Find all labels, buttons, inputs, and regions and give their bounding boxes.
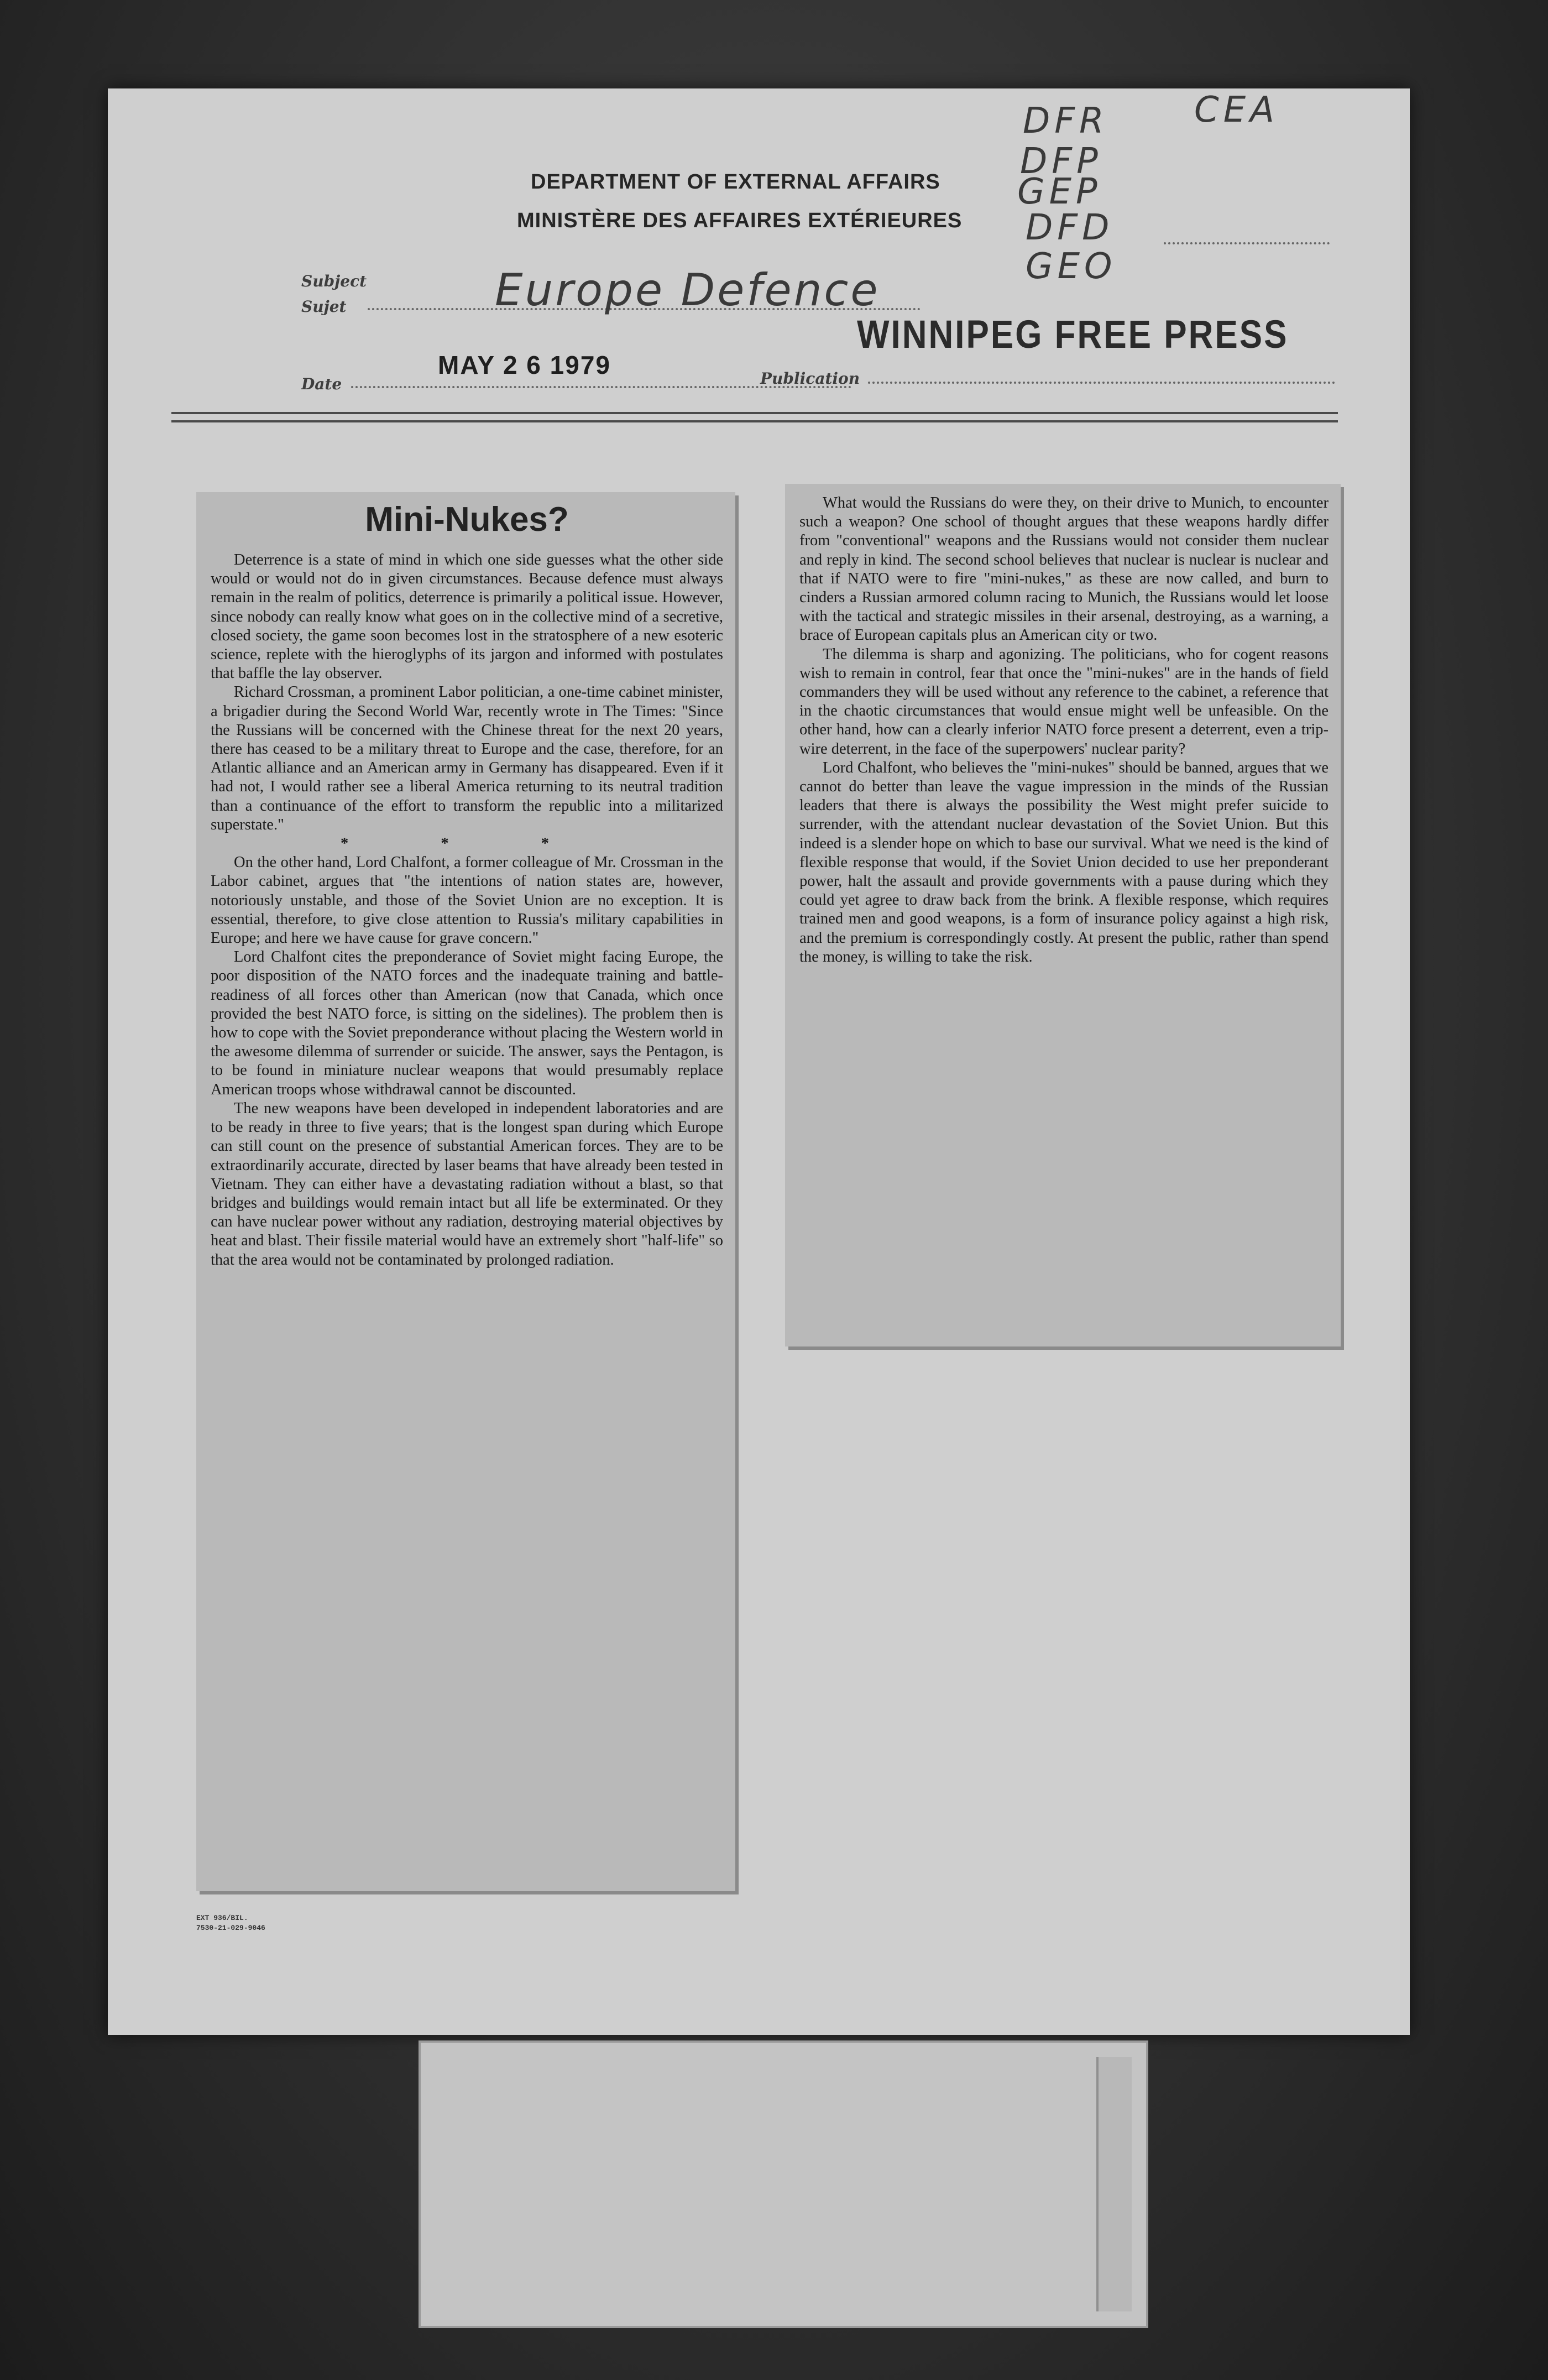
article-column-2 [785, 484, 1341, 1346]
form-number: EXT 936/BIL. 7530-21-029-9046 [196, 1914, 265, 1932]
article-column-1 [196, 492, 735, 1891]
subject-handwriting: Europe Defence [495, 264, 880, 316]
article-paragraph: The new weapons have been developed in independent laboratories and are to be ready in three to five years; that is the longest span during which Europe can still count on the presence of substantial American forces. They are to be extraordinarily accurate, directed by laser beams that have already been tested in Vietnam. They can either have a devastating radiation without a blast, so that bridges and buildings would remain intact but all life be exterminated. Or they can have nuclear power without any radiation, destroying material objectives by heat and blast. Their fissile material would have an extremely short "half-life" so that the area would not be contaminated by prolonged radiation. [211, 1099, 723, 1269]
section-separator: * * * [341, 835, 593, 853]
envelope [419, 2040, 1148, 2328]
article-paragraph: What would the Russians do were they, on their drive to Munich, to encounter such a weapon? One school of thought argues that these weapons hardly differ from "conventional" weapons and the Russians would not consider them nuclear and reply in kind. The second school believes that nuclear is nuclear is nuclear and that if NATO were to fire "mini-nukes," as these are now called, and burn to cinders a Russian armored column racing to Munich, the Russians would let loose with the tactical and strategic missiles in their arsenal, destroying, as a warning, a brace of European capitals plus an American city or two. [799, 494, 1329, 644]
handwritten-code: DFP [1020, 141, 1102, 182]
publication-label: Publication [760, 369, 860, 388]
handwritten-code: GEO [1026, 246, 1117, 287]
article-paragraph: Deterrence is a state of mind in which one side guesses what the other side would or would not do in given circumstances. Because defence must always remain in the realm of politics, deterrence is primarily a political issue. However, since nobody can really know what goes on in the collective mind of a secretive, closed society, the game soon becomes lost in the stratosphere of a new esoteric science, replete with the hieroglyphs of its jargon and informed with postulates that baffle the lay observer. [211, 551, 723, 682]
subject-label: Subject [301, 272, 367, 290]
publication-stamp: WINNIPEG FREE PRESS [857, 312, 1289, 357]
department-name-en: DEPARTMENT OF EXTERNAL AFFAIRS [531, 170, 940, 194]
article-title: Mini-Nukes? [365, 500, 569, 539]
dotted-line [1164, 242, 1330, 244]
header-rule [171, 412, 1338, 414]
article-paragraph: Lord Chalfont cites the preponderance of Soviet might facing Europe, the poor disposition of the NATO forces and the inadequate training and battle-readiness of all forces other than American (now that Canada, which once provided the best NATO force, is sitting on the sidelines). The problem then is how to cope with the Soviet preponderance without placing the Western world in the awesome dilemma of surrender or suicide. The answer, says the Pentagon, is to be found in miniature nuclear weapons that would presumably replace American troops whose withdrawal cannot be discounted. [211, 948, 723, 1098]
handwritten-code: CEA [1194, 90, 1279, 131]
date-label: Date [301, 375, 342, 393]
publication-line [868, 382, 1335, 384]
handwritten-code: DFR [1023, 101, 1108, 142]
article-paragraph: Lord Chalfont, who believes the "mini-nukes" should be banned, argues that we cannot do better than leave the vague impression in the minds of the Russian leaders that there is always the possibility the West might prefer suicide to surrender, with the attendant nuclear devastation of the Soviet Union. But this indeed is a slender hope on which to base our survival. What we need is the kind of flexible response that would, if the Soviet Union decided to use her preponderant power, halt the assault and provide governments with a pause during which they could yet agree to draw back from the brink. A flexible response, which requires trained men and good weapons, is a form of insurance policy against a high risk, and the premium is correspondingly costly. At present the public, rather than spend the money, is willing to take the risk. [799, 759, 1329, 965]
clipping-sheet [108, 88, 1410, 2035]
sujet-label: Sujet [301, 298, 347, 316]
article-paragraph: The dilemma is sharp and agonizing. The politicians, who for cogent reasons wish to remain in control, fear that once the "mini-nukes" are in the hands of field commanders they will be used without any reference to the cabinet, a reference that in the chaotic circumstances that would ensue might well be unfeasible. On the other hand, how can a clearly inferior NATO force present a deterrent, even a trip-wire deterrent, in the face of the superpowers' nuclear parity? [799, 645, 1329, 758]
article-paragraph: On the other hand, Lord Chalfont, a former colleague of Mr. Crossman in the Labor cabinet, argues that "the intentions of nation states are, however, notoriously unstable, and those of the Soviet Union are no exception. It is essential, therefore, to give close attention to Russia's military capabilities in Europe; and here we have cause for grave concern." [211, 854, 723, 947]
handwritten-code: DFD [1026, 207, 1114, 248]
handwritten-code: GEP [1017, 171, 1102, 212]
envelope-flap [1096, 2057, 1132, 2311]
article-paragraph: Richard Crossman, a prominent Labor politician, a one-time cabinet minister, a brigadier during the Second World War, recently wrote in The Times: "Since the Russians will be concerned with the Chinese threat for the next 20 years, there has ceased to be a military threat to Europe and the case, therefore, for an Atlantic alliance and an American army in Germany has disappeared. Even if it had not, I would rather see a liberal America returning to its neutral tradition than a continuance of the effort to transform the republic into a militarized superstate." [211, 683, 723, 833]
department-name-fr: MINISTÈRE DES AFFAIRES EXTÉRIEURES [517, 209, 963, 232]
header-rule [171, 420, 1338, 422]
date-stamp: MAY 2 6 1979 [438, 351, 611, 379]
